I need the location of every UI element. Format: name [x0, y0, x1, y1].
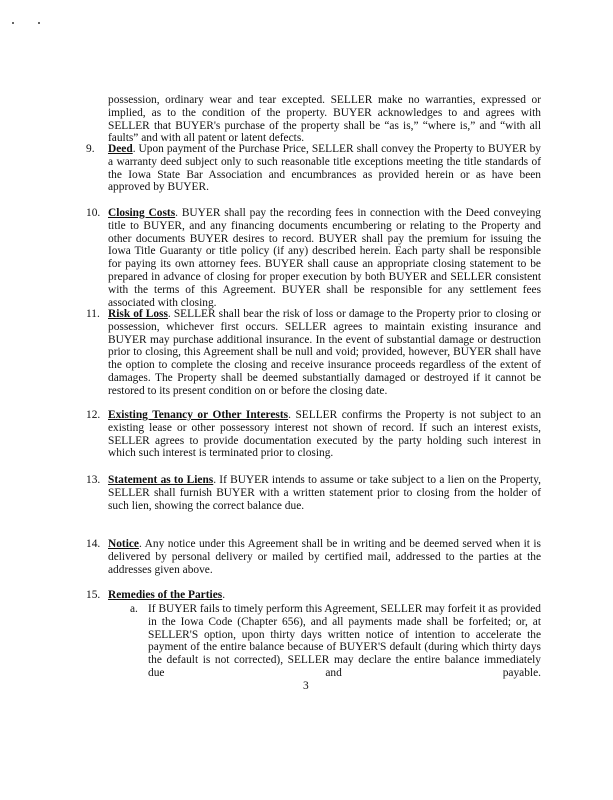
section-text: . SELLER shall bear the risk of loss or damage to the Property prior to closing or possession, whichever first occurs. SELLER agrees to maintain existing insurance and BUYER may purchase additional insurance. In the event of substantial damage or destruction prior to closing, this Agreement shall be null and void; provided, however, BUYER shall have the option to complete the closing and receive insurance proceeds regardless of the extent of damages. The Property shall be deemed substantially damaged or destroyed if it cannot be restored to its present condition on or before the closing date.	[108, 308, 541, 397]
section-heading: Statement as to Liens	[108, 474, 214, 486]
scan-mark	[12, 22, 14, 24]
section-number: 13.	[86, 474, 101, 486]
section-number: 15.	[86, 589, 101, 601]
section-heading: Risk of Loss	[108, 308, 168, 320]
section-text: . Upon payment of the Purchase Price, SELLER shall convey the Property to BUYER by a warranty deed subject only to such reasonable title exceptions meeting the title standards of the Iowa State Bar Association and encumbrances as provided herein or as have been approved by BUYER.	[108, 143, 541, 194]
section-risk-of-loss	[86, 308, 541, 398]
scan-mark	[38, 22, 40, 24]
section-text: . SELLER confirms the Property is not subject to an existing lease or other possessory interest not shown of record. If such an interest exists, SELLER agrees to provide documentation executed by the party holding such interest in which such interest is terminated prior to closing.	[108, 409, 542, 460]
section-number: 11.	[86, 308, 100, 320]
subsection-letter: a.	[130, 603, 138, 615]
section-text: .	[222, 589, 226, 601]
section-number: 14.	[86, 538, 101, 550]
section-existing-tenancy	[86, 409, 542, 460]
section-text: . BUYER shall pay the recording fees in connection with the Deed conveying title to BUYER, and any financing documents encumbering or relating to the Property and other documents BUYER desires to record. BUYER shall pay the premium for issuing the Iowa Title Guaranty or title policy (if any) described herein. Each party shall be responsible for paying its own attorney fees. BUYER shall cause an appropriate closing statement to be prepared in advance of closing for proper execution by both BUYER and SELLER consistent with the terms of this Agreement. BUYER shall be responsible for any settlement fees associated with closing.	[108, 207, 541, 309]
section-number: 12.	[86, 409, 101, 421]
subsection-text: If BUYER fails to timely perform this Agreement, SELLER may forfeit it as provided in the Iowa Code (Chapter 656), and all payments made shall be forfeited; or, at SELLER'S option, upon thirty days written notice of intention to accelerate the payment of the entire balance because of BUYER'S default (during which thirty days the default is not corrected), SELLER may declare the entire balance immediately due and payable.	[148, 603, 541, 679]
page-number: 3	[303, 680, 309, 692]
section-heading: Deed	[108, 143, 133, 155]
section-number: 10.	[86, 207, 101, 219]
section-number: 9.	[86, 143, 95, 155]
section-text: . Any notice under this Agreement shall be in writing and be deemed served when it is delivered by personal delivery or mailed by certified mail, addressed to the parties at the addresses given above.	[108, 538, 541, 576]
section-deed	[86, 143, 541, 194]
section-heading: Closing Costs	[108, 207, 176, 219]
section-remedies	[86, 589, 541, 602]
section-heading: Existing Tenancy or Other Interests	[108, 409, 289, 421]
continuation-paragraph: possession, ordinary wear and tear excepted. SELLER make no warranties, expressed or implied, as to the condition of the property. BUYER acknowledges to and agrees with SELLER that BUYER's purchase of the property shall be “as is,” “where is,” and “with all faults” and with all patent or latent defects.	[108, 94, 541, 145]
section-statement-liens	[86, 474, 541, 512]
section-heading: Remedies of the Parties	[108, 589, 223, 601]
section-text: . If BUYER intends to assume or take subject to a lien on the Property, SELLER shall furnish BUYER with a written statement prior to closing from the holder of such lien, showing the correct balance due.	[108, 474, 541, 512]
section-heading: Notice	[108, 538, 139, 550]
section-notice	[86, 538, 541, 576]
section-closing-costs	[86, 207, 541, 309]
subsection-a	[130, 603, 541, 680]
